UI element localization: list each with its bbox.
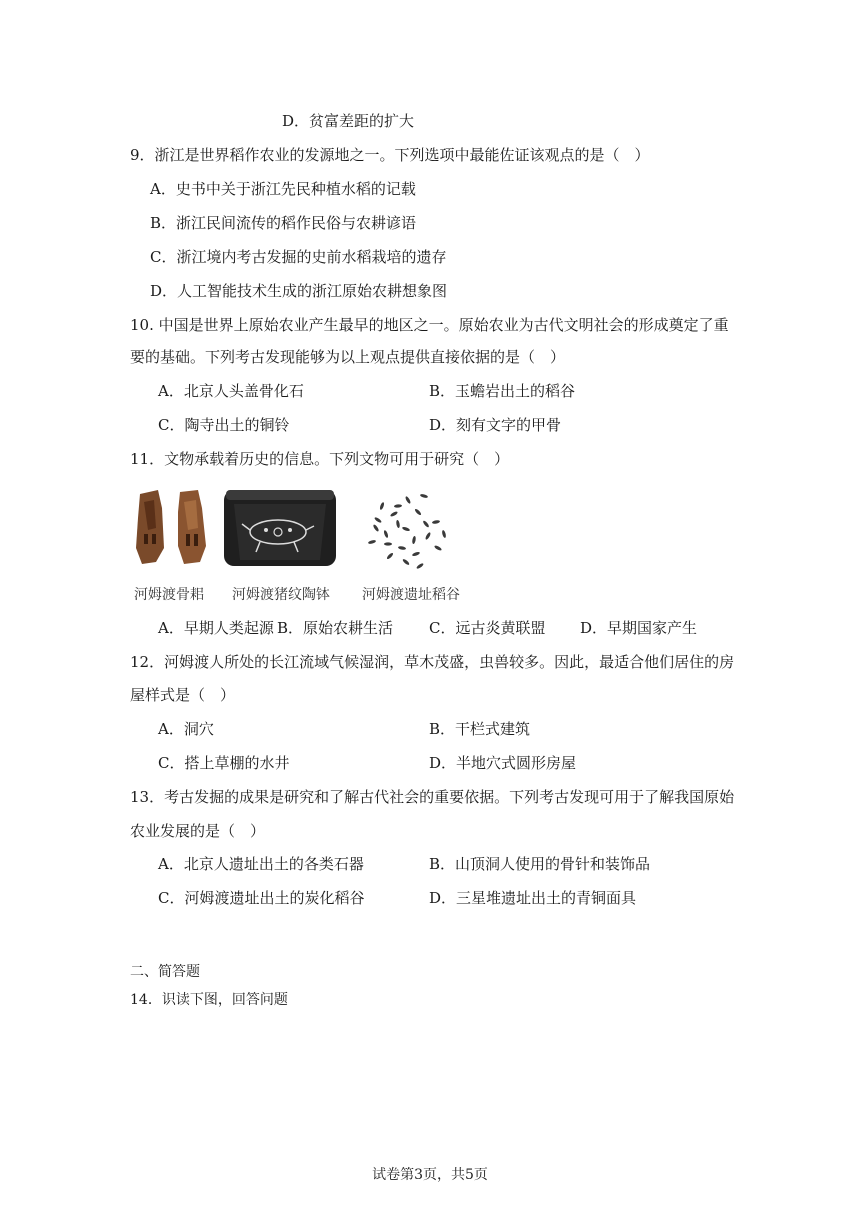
q12-option-c: C．搭上草棚的水井 bbox=[158, 754, 290, 772]
q9-option-b: B．浙江民间流传的稻作民俗与农耕谚语 bbox=[150, 214, 417, 232]
q11-option-a: A．早期人类起源 bbox=[158, 619, 274, 637]
bone-spade-image bbox=[130, 488, 214, 568]
q10-option-c: C．陶寺出土的铜铃 bbox=[158, 416, 290, 434]
q9-option-c: C．浙江境内考古发掘的史前水稻栽培的遗存 bbox=[150, 248, 447, 266]
q13-option-d: D．三星堆遗址出土的青铜面具 bbox=[429, 889, 637, 907]
q10-option-b: B．玉蟾岩出土的稻谷 bbox=[429, 382, 576, 400]
artifact-images bbox=[128, 484, 478, 604]
q12-stem-line1: 12．河姆渡人所处的长江流域气候湿润，草木茂盛，虫兽较多。因此，最适合他们居住的房 bbox=[130, 653, 735, 671]
page-footer: 试卷第3页，共5页 bbox=[372, 1167, 488, 1183]
q12-stem-line2: 屋样式是（ ） bbox=[130, 686, 236, 704]
q8-option-d: D．贫富差距的扩大 bbox=[282, 112, 415, 130]
q12-option-b: B．干栏式建筑 bbox=[429, 720, 531, 738]
caption-bone-spade: 河姆渡骨耜 bbox=[134, 587, 204, 603]
section-title: 二、简答题 bbox=[130, 964, 200, 980]
q11-option-d: D．早期国家产生 bbox=[580, 619, 698, 637]
q10-option-a: A．北京人头盖骨化石 bbox=[158, 382, 304, 400]
q10-option-d: D．刻有文字的甲骨 bbox=[429, 416, 562, 434]
q13-option-c: C．河姆渡遗址出土的炭化稻谷 bbox=[158, 889, 365, 907]
rice-grains-image bbox=[358, 484, 454, 574]
q11-option-c: C．远古炎黄联盟 bbox=[429, 619, 546, 637]
q13-stem-line1: 13．考古发掘的成果是研究和了解古代社会的重要依据。下列考古发现可用于了解我国原始 bbox=[130, 788, 735, 806]
q12-option-d: D．半地穴式圆形房屋 bbox=[429, 754, 577, 772]
q9-option-a: A．史书中关于浙江先民种植水稻的记载 bbox=[150, 180, 416, 198]
q14-stem: 14．识读下图，回答问题 bbox=[130, 992, 288, 1008]
q13-option-b: B．山顶洞人使用的骨针和装饰品 bbox=[429, 855, 651, 873]
q13-option-a: A．北京人遗址出土的各类石器 bbox=[158, 855, 364, 873]
q12-option-a: A．洞穴 bbox=[158, 720, 214, 738]
q13-stem-line2: 农业发展的是（ ） bbox=[130, 822, 266, 840]
pig-pattern-bowl-image bbox=[220, 486, 340, 570]
caption-pig-bowl: 河姆渡猪纹陶钵 bbox=[232, 587, 330, 603]
q9-stem: 9．浙江是世界稻作农业的发源地之一。下列选项中最能佐证该观点的是（ ） bbox=[130, 146, 650, 164]
q10-stem-line1: 10. 中国是世界上原始农业产生最早的地区之一。原始农业为古代文明社会的形成奠定了重 bbox=[130, 316, 729, 334]
q11-stem: 11．文物承载着历史的信息。下列文物可用于研究（ ） bbox=[130, 450, 510, 468]
q9-option-d: D．人工智能技术生成的浙江原始农耕想象图 bbox=[150, 282, 448, 300]
q10-stem-line2: 要的基础。下列考古发现能够为以上观点提供直接依据的是（ ） bbox=[130, 348, 566, 366]
caption-rice: 河姆渡遗址稻谷 bbox=[362, 587, 460, 603]
q11-option-b: B．原始农耕生活 bbox=[277, 619, 394, 637]
